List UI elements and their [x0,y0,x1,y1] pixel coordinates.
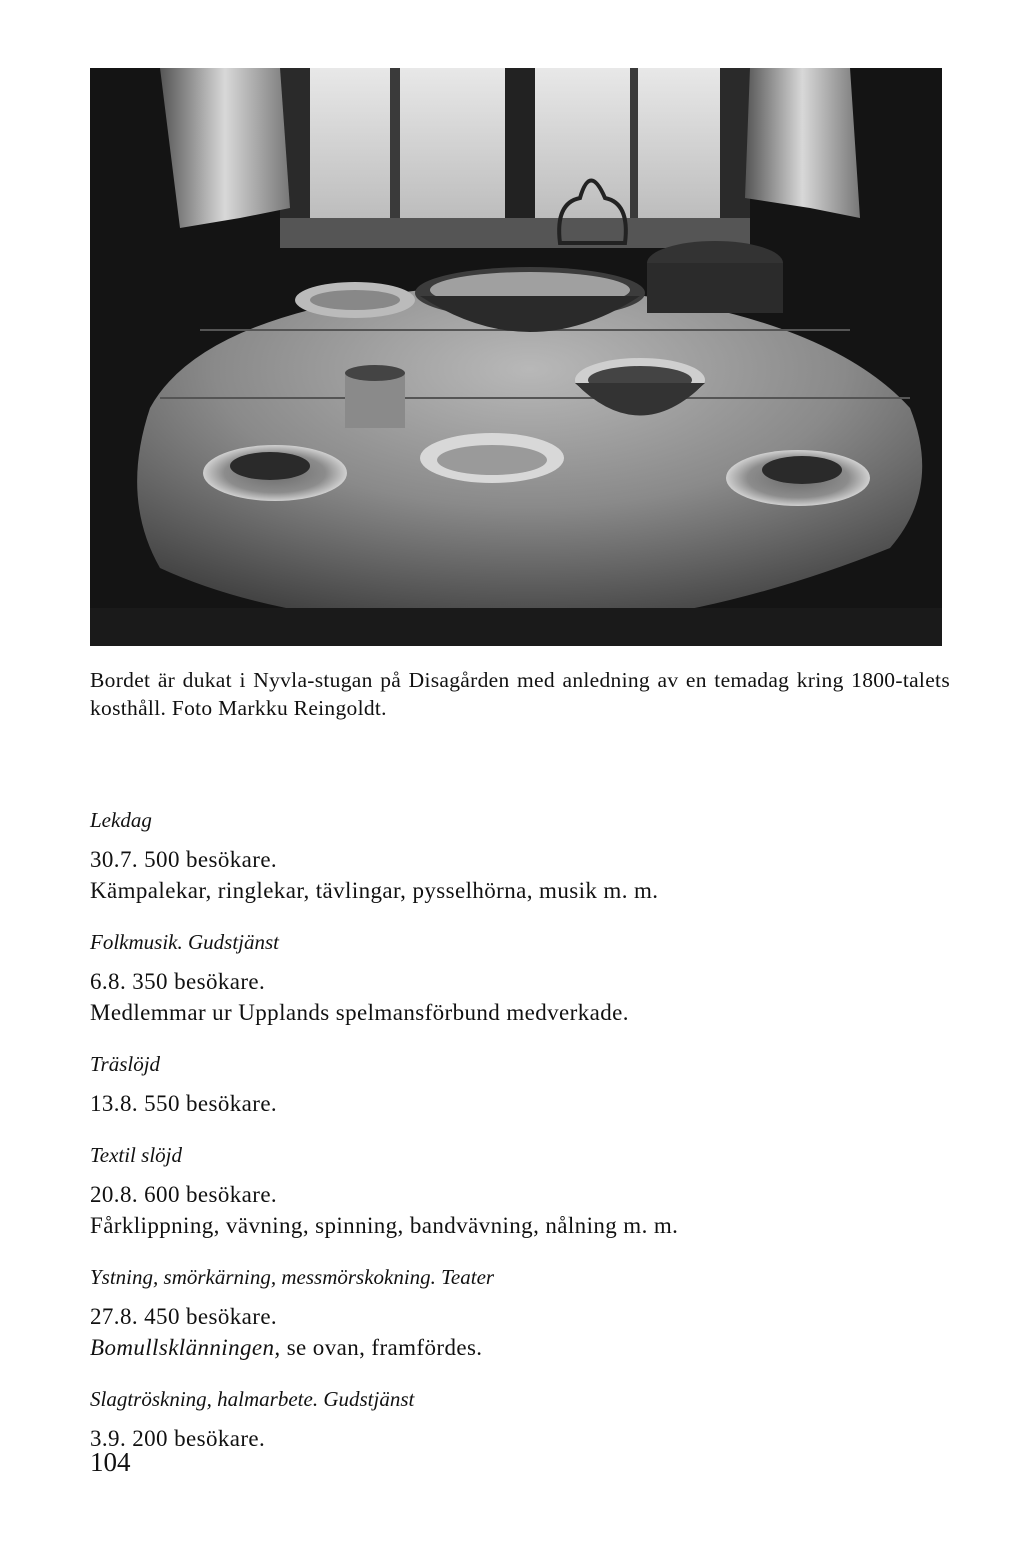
event-title: Träslöjd [90,1052,161,1076]
event-attendance: 3.9. 200 besökare. [90,1426,266,1451]
play-title: Bomullsklänningen, [90,1335,281,1360]
event-entry [90,1385,950,1454]
photo-caption: Bordet är dukat i Nyvla-stugan på Disagården med anledning av en temadag kring 1800-talets kosthåll. Foto Markku Reingoldt. [90,668,950,720]
event-title: Lekdag [90,808,152,832]
event-entry [90,806,950,906]
event-attendance: 13.8. 550 besökare. [90,1091,278,1116]
event-description [90,1332,950,1363]
event-attendance: 30.7. 500 besökare. [90,847,278,872]
event-title: Slagtröskning, halmarbete. Gudstjänst [90,1387,415,1411]
photograph-table-icon [90,68,942,646]
event-title: Folkmusik. Gudstjänst [90,930,279,954]
event-entry [90,1263,950,1363]
event-attendance: 20.8. 600 besökare. [90,1182,278,1207]
event-attendance: 6.8. 350 besökare. [90,969,266,994]
event-title: Ystning, smörkärning, messmörskokning. Teater [90,1265,495,1289]
table-photograph [90,68,942,646]
event-list [90,806,950,1454]
event-title: Textil slöjd [90,1143,182,1167]
event-entry [90,1050,950,1119]
play-note: se ovan, framfördes. [280,1335,483,1360]
event-entry [90,1141,950,1241]
event-description: Medlemmar ur Upplands spelmansförbund medverkade. [90,1000,629,1025]
event-description: Kämpalekar, ringlekar, tävlingar, pysselhörna, musik m. m. [90,878,659,903]
page-number: 104 [90,1447,131,1477]
event-entry [90,928,950,1028]
event-description: Fårklippning, vävning, spinning, bandvävning, nålning m. m. [90,1213,679,1238]
event-attendance: 27.8. 450 besökare. [90,1304,278,1329]
